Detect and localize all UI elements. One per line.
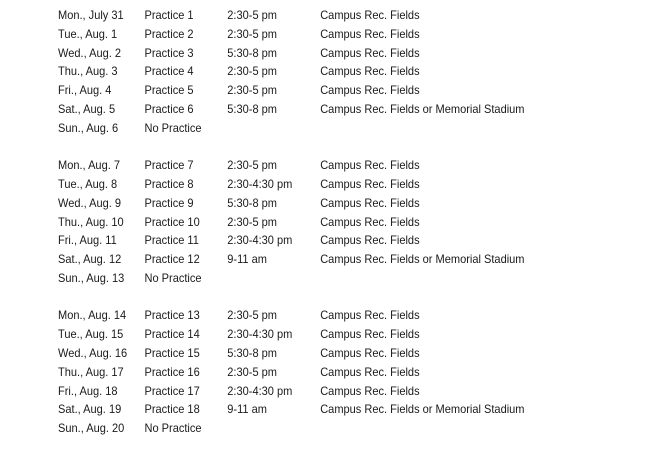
row-practice: No Practice: [144, 120, 202, 135]
row-date: Tue., Aug. 15: [58, 327, 124, 342]
schedule-row: [58, 81, 601, 100]
row-time: 9-11 am: [227, 402, 267, 417]
row-practice: Practice 11: [144, 233, 199, 248]
row-location: Campus Rec. Fields: [320, 158, 420, 173]
row-practice: No Practice: [144, 270, 202, 285]
schedule-row: [58, 363, 601, 382]
row-practice: Practice 13: [144, 308, 200, 323]
row-practice: Practice 4: [144, 64, 194, 79]
row-location: [320, 269, 596, 288]
practice-schedule: [58, 6, 648, 457]
row-time: 2:30-5 pm: [227, 26, 277, 41]
row-date: Sun., Aug. 6: [58, 120, 119, 135]
row-practice: Practice 5: [144, 83, 194, 98]
row-date: Thu., Aug. 17: [58, 364, 124, 379]
schedule-row: [58, 119, 601, 138]
row-location: Campus Rec. Fields: [320, 308, 420, 323]
row-time: 2:30-4:30 pm: [227, 327, 293, 342]
row-date: Wed., Aug. 2: [58, 45, 122, 60]
schedule-row: [58, 25, 601, 44]
row-location: Campus Rec. Fields or Memorial Stadium: [320, 402, 525, 417]
row-location: Campus Rec. Fields or Memorial Stadium: [320, 101, 525, 116]
row-date: Tue., Aug. 8: [58, 176, 118, 191]
row-location: Campus Rec. Fields: [320, 214, 420, 229]
schedule-row: [58, 231, 601, 250]
row-date: Fri., Aug. 18: [58, 383, 118, 398]
schedule-row: [58, 175, 601, 194]
schedule-row: [58, 382, 601, 401]
schedule-row: [58, 306, 601, 325]
row-practice: Practice 15: [144, 345, 200, 360]
row-location: Campus Rec. Fields or Memorial Stadium: [320, 252, 525, 267]
row-location: Campus Rec. Fields: [320, 26, 420, 41]
row-practice: Practice 8: [144, 176, 194, 191]
row-practice: Practice 1: [144, 8, 194, 22]
row-location: Campus Rec. Fields: [320, 83, 420, 98]
row-time: 2:30-5 pm: [227, 158, 277, 173]
row-time: 5:30-8 pm: [227, 195, 277, 210]
row-practice: Practice 16: [144, 364, 200, 379]
row-location: Campus Rec. Fields: [320, 176, 420, 191]
row-date: Mon., Aug. 7: [58, 158, 120, 173]
row-time: 2:30-5 pm: [227, 364, 277, 379]
row-practice: Practice 6: [144, 101, 194, 116]
row-date: Sun., Aug. 13: [58, 270, 125, 285]
row-location: Campus Rec. Fields: [320, 8, 420, 22]
row-time: [227, 119, 320, 138]
row-date: Mon., Aug. 14: [58, 308, 127, 323]
row-practice: Practice 14: [144, 327, 200, 342]
row-date: Thu., Aug. 3: [58, 64, 118, 79]
row-location: Campus Rec. Fields: [320, 327, 420, 342]
row-location: [320, 419, 596, 438]
row-date: Tue., Aug. 1: [58, 26, 118, 41]
schedule-row: [58, 325, 601, 344]
row-practice: Practice 9: [144, 195, 194, 210]
row-location: Campus Rec. Fields: [320, 364, 420, 379]
schedule-row: [58, 344, 601, 363]
row-time: 2:30-5 pm: [227, 8, 277, 22]
row-time: 5:30-8 pm: [227, 345, 277, 360]
row-time: 2:30-5 pm: [227, 64, 277, 79]
schedule-week: [58, 306, 648, 438]
row-date: Fri., Aug. 4: [58, 83, 112, 98]
row-time: 2:30-4:30 pm: [227, 176, 293, 191]
schedule-row: [58, 400, 601, 419]
row-time: 2:30-4:30 pm: [227, 233, 293, 248]
schedule-row: [58, 269, 601, 288]
schedule-week: [58, 6, 648, 138]
row-time: [227, 419, 320, 438]
row-date: Sat., Aug. 5: [58, 101, 116, 116]
row-date: Fri., Aug. 11: [58, 233, 117, 248]
schedule-row: [58, 194, 601, 213]
row-date: Sat., Aug. 12: [58, 252, 122, 267]
row-practice: No Practice: [144, 421, 202, 436]
schedule-row: [58, 156, 601, 175]
row-time: 2:30-5 pm: [227, 83, 277, 98]
row-location: Campus Rec. Fields: [320, 45, 420, 60]
row-time: 2:30-5 pm: [227, 308, 277, 323]
row-date: Sat., Aug. 19: [58, 402, 122, 417]
schedule-row: [58, 419, 601, 438]
row-location: Campus Rec. Fields: [320, 195, 420, 210]
schedule-row: [58, 62, 601, 81]
row-practice: Practice 7: [144, 158, 194, 173]
row-time: [227, 269, 320, 288]
row-practice: Practice 18: [144, 402, 200, 417]
row-time: 9-11 am: [227, 252, 267, 267]
row-location: Campus Rec. Fields: [320, 64, 420, 79]
row-location: [320, 119, 596, 138]
row-practice: Practice 17: [144, 383, 200, 398]
schedule-row: [58, 6, 601, 25]
schedule-row: [58, 250, 601, 269]
row-practice: Practice 3: [144, 45, 194, 60]
row-practice: Practice 2: [144, 26, 194, 41]
row-location: Campus Rec. Fields: [320, 345, 420, 360]
schedule-row: [58, 44, 601, 63]
row-time: 2:30-4:30 pm: [227, 383, 293, 398]
row-date: Thu., Aug. 10: [58, 214, 124, 229]
row-location: Campus Rec. Fields: [320, 233, 420, 248]
row-date: Wed., Aug. 16: [58, 345, 128, 360]
row-time: 5:30-8 pm: [227, 45, 277, 60]
row-practice: Practice 12: [144, 252, 200, 267]
row-location: Campus Rec. Fields: [320, 383, 420, 398]
row-date: Wed., Aug. 9: [58, 195, 122, 210]
row-time: 5:30-8 pm: [227, 101, 277, 116]
schedule-row: [58, 100, 601, 119]
schedule-week: [58, 156, 648, 288]
schedule-row: [58, 213, 601, 232]
row-practice: Practice 10: [144, 214, 200, 229]
row-date: Sun., Aug. 20: [58, 421, 125, 436]
row-date: Mon., July 31: [58, 8, 124, 22]
row-time: 2:30-5 pm: [227, 214, 277, 229]
